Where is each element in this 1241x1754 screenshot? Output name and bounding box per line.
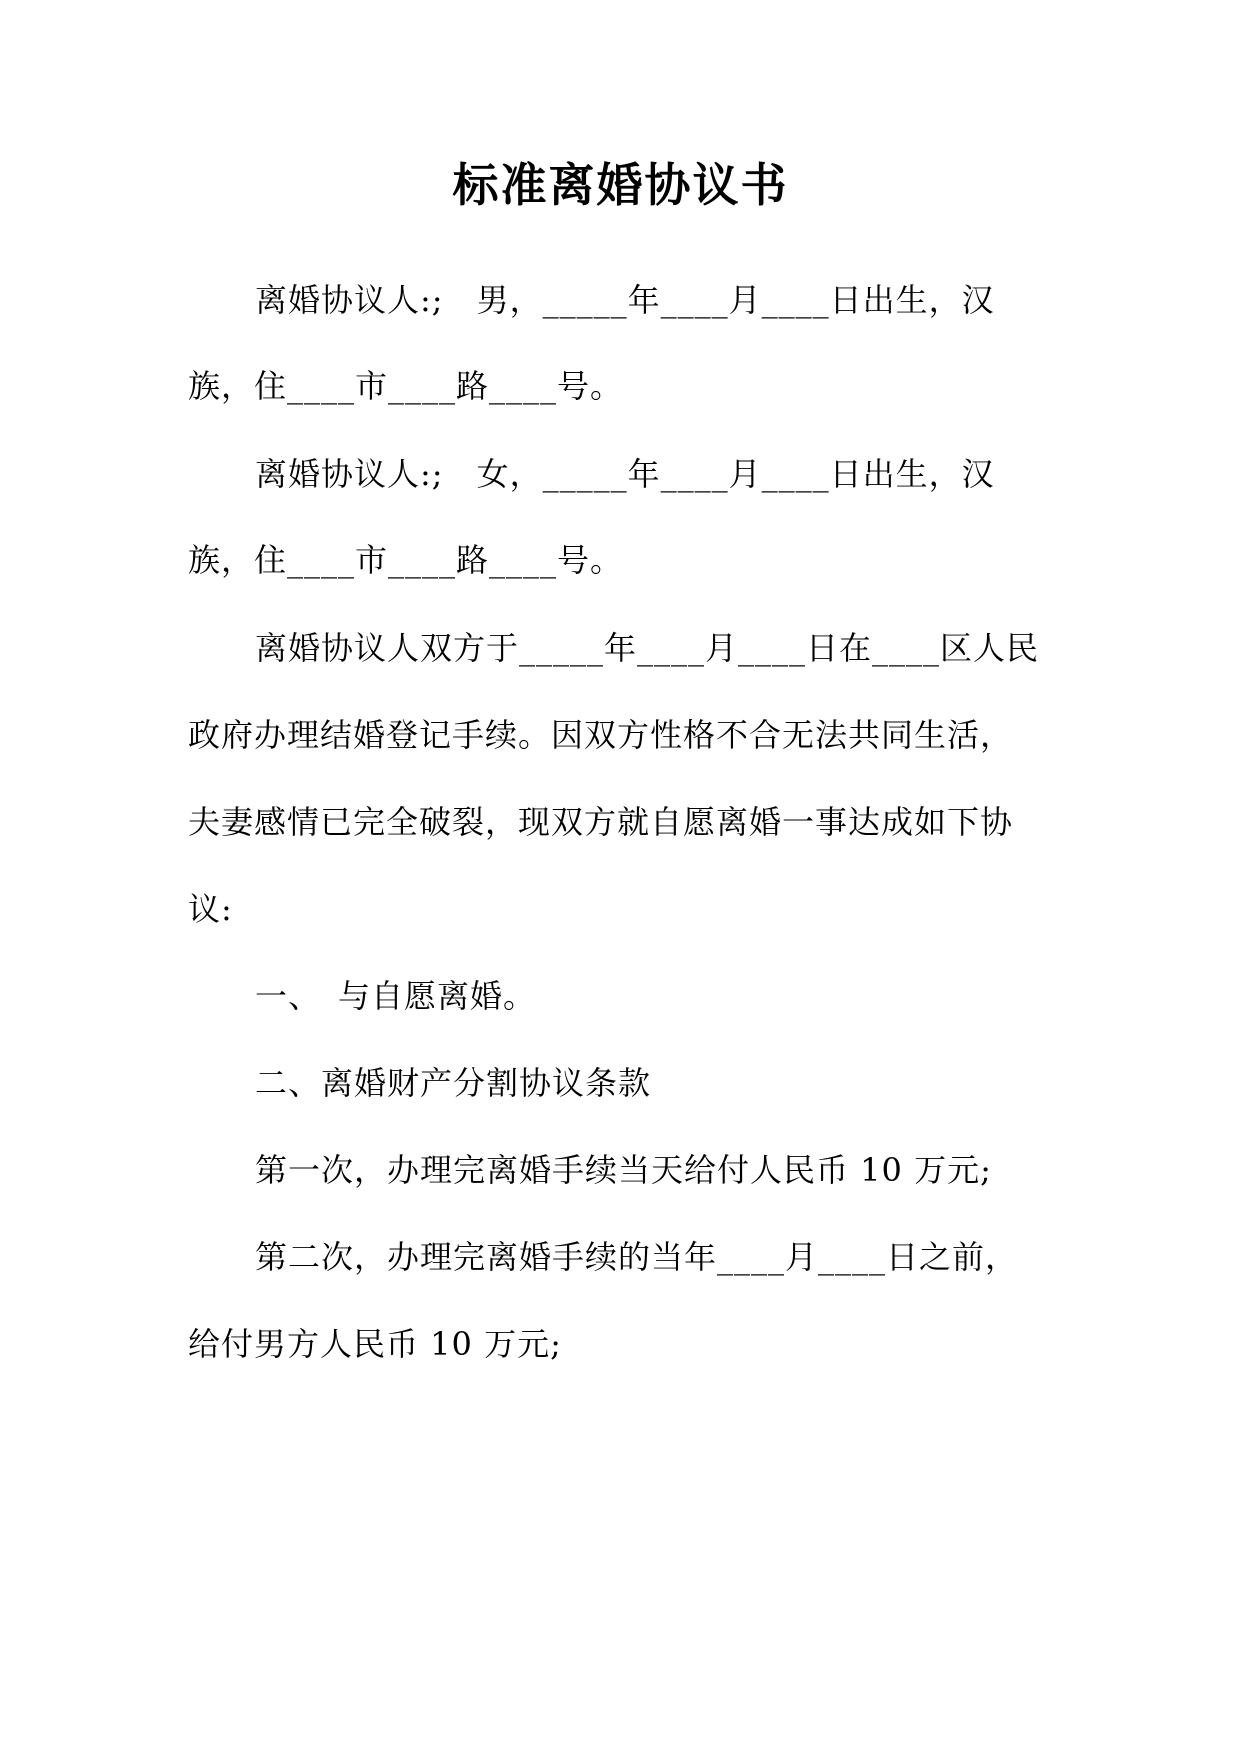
party-male-line-1: 离婚协议人:; 男，_____年____月____日出生，汉 <box>255 281 995 319</box>
payment-second-line-2: 给付男方人民币 10 万元; <box>188 1325 562 1363</box>
party-female-line-1: 离婚协议人:; 女，_____年____月____日出生，汉 <box>255 455 995 493</box>
payment-first: 第一次，办理完离婚手续当天给付人民币 10 万元; <box>255 1151 992 1189</box>
payment-second-line-1: 第二次，办理完离婚手续的当年____月____日之前， <box>255 1238 1019 1276</box>
marriage-paragraph-line-3: 夫妻感情已完全破裂，现双方就自愿离婚一事达成如下协 <box>188 803 1014 841</box>
clause-two-heading: 二、离婚财产分割协议条款 <box>255 1064 652 1102</box>
marriage-paragraph-line-4: 议: <box>188 890 233 928</box>
marriage-paragraph-line-2: 政府办理结婚登记手续。因双方性格不合无法共同生活， <box>188 716 1014 754</box>
party-female-line-2: 族，住____市____路____号。 <box>188 541 624 579</box>
document-title: 标准离婚协议书 <box>452 158 789 212</box>
marriage-paragraph-line-1: 离婚协议人双方于_____年____月____日在____区人民 <box>255 629 1040 667</box>
clause-one: 一、 与自愿离婚。 <box>255 977 537 1015</box>
party-male-line-2: 族，住____市____路____号。 <box>188 367 624 405</box>
